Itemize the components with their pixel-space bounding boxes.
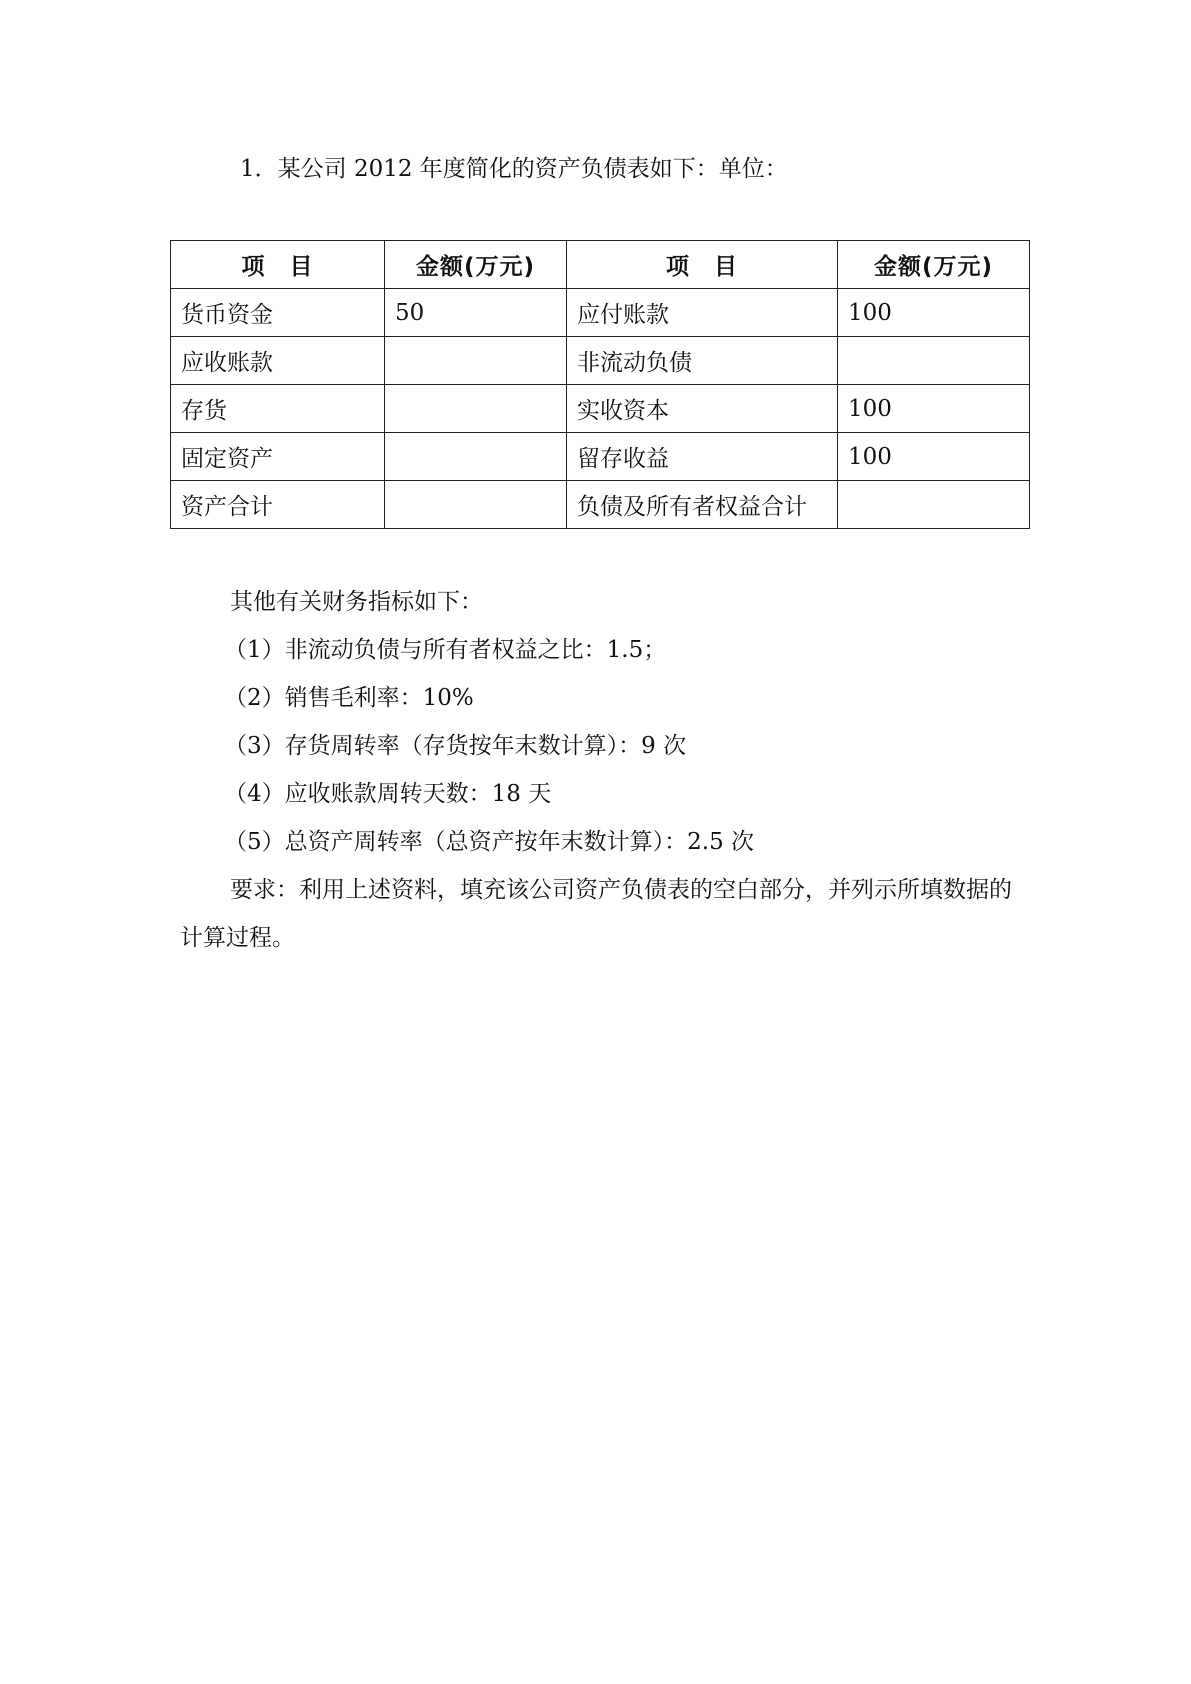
indicators-intro: 其他有关财务指标如下： [230,589,483,615]
header-amount-assets: 金额(万元) [385,241,567,289]
indicators-section [180,578,1020,962]
table-cell [385,385,567,433]
indicator-item: （2）销售毛利率：10% [224,685,474,711]
table-cell: 50 [385,289,567,337]
table-cell: 留存收益 [567,433,838,481]
table-row [171,337,1030,385]
table-row [171,289,1030,337]
table-cell: 应收账款 [171,337,385,385]
table-cell: 固定资产 [171,433,385,481]
table-row [171,385,1030,433]
table-cell [385,337,567,385]
table-cell: 100 [838,289,1030,337]
indicator-item: （1）非流动负债与所有者权益之比：1.5； [224,637,667,663]
table-cell: 货币资金 [171,289,385,337]
requirement-text: 要求：利用上述资料，填充该公司资产负债表的空白部分，并列示所填数据的计算过程。 [180,877,1012,951]
table-cell [838,337,1030,385]
table-cell [838,481,1030,529]
table-cell: 存货 [171,385,385,433]
table-cell: 实收资本 [567,385,838,433]
indicator-item: （3）存货周转率（存货按年末数计算）：9 次 [224,733,687,759]
header-amount-liabilities: 金额(万元) [838,241,1030,289]
table-cell: 负债及所有者权益合计 [567,481,838,529]
table-cell: 资产合计 [171,481,385,529]
table-cell [385,481,567,529]
table-cell: 100 [838,385,1030,433]
table-cell: 100 [838,433,1030,481]
header-item-assets: 项 目 [171,241,385,289]
header-item-liabilities: 项 目 [567,241,838,289]
indicator-item: （5）总资产周转率（总资产按年末数计算）：2.5 次 [224,829,755,855]
question-title: 1．某公司 2012 年度简化的资产负债表如下：单位： [240,156,788,182]
balance-sheet-table [170,240,1030,529]
table-cell: 非流动负债 [567,337,838,385]
table-header-row [171,241,1030,289]
table-cell [385,433,567,481]
table-row [171,433,1030,481]
table-row [171,481,1030,529]
indicator-item: （4）应收账款周转天数：18 天 [224,781,552,807]
table-cell: 应付账款 [567,289,838,337]
